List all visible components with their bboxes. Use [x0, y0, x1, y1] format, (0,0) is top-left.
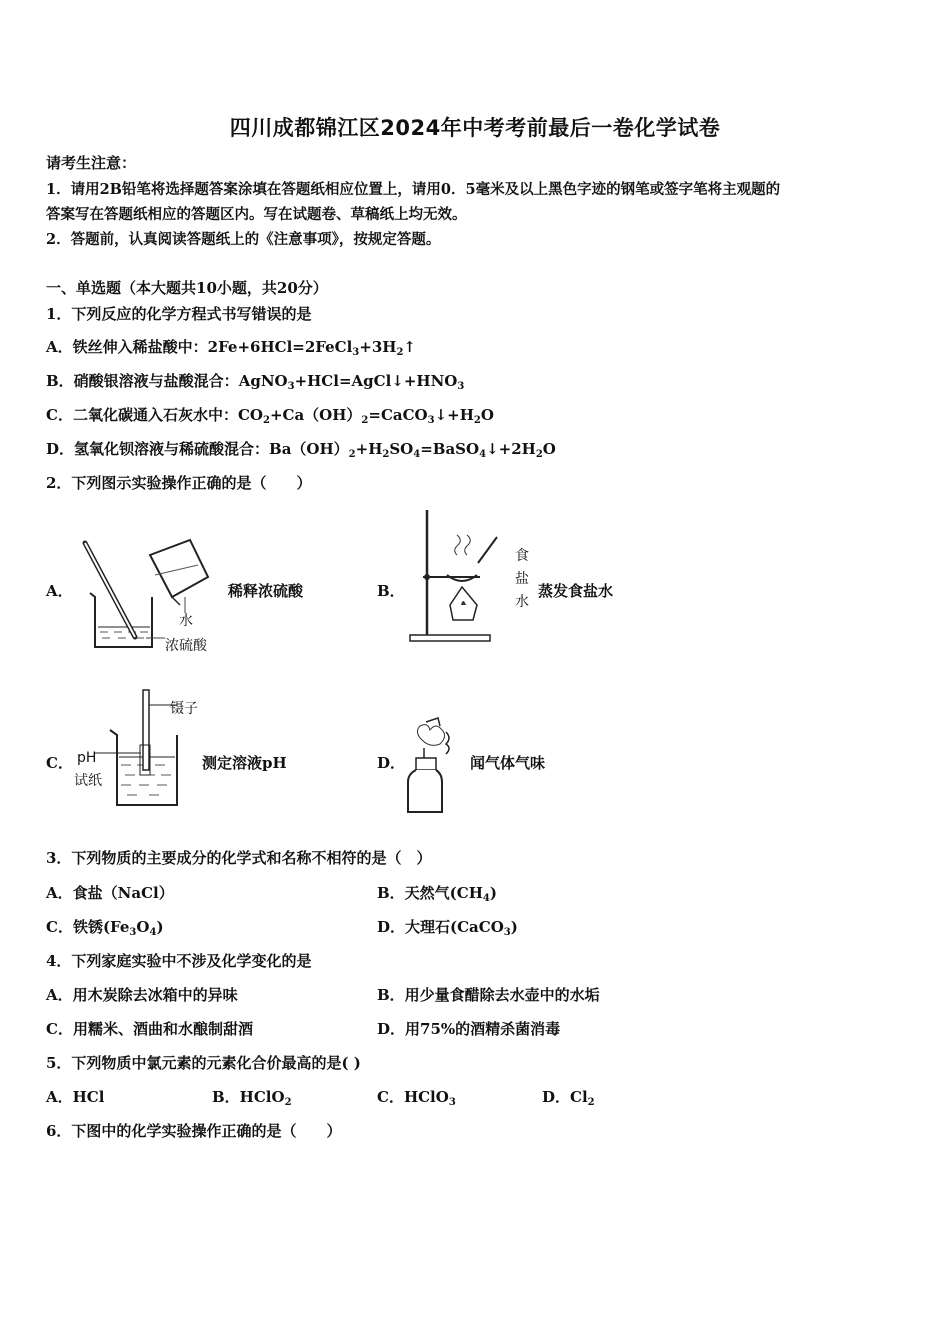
figure-a-water-label: 水 [179, 613, 193, 629]
q3-option-d-text: D．大理石(CaCO [377, 918, 504, 936]
q2-option-c-caption: 测定溶液pH [202, 754, 287, 772]
q5-stem: 5．下列物质中氯元素的元素化合价最高的是( ) [46, 1054, 361, 1072]
figure-c-paper-label: 试纸 [74, 773, 102, 789]
figure-a-acid-label: 浓硫酸 [165, 638, 207, 654]
figure-evaporate [405, 505, 515, 645]
q3-option-d: D．大理石(CaCO$_3$) [377, 918, 518, 938]
notice-line-2: 2．答题前，认真阅读答题纸上的《注意事项》，按规定答题。 [46, 231, 441, 248]
q2-option-a-caption: 稀释浓硫酸 [228, 582, 304, 600]
q1-option-c: C．二氧化碳通入石灰水中：$CO_2+Ca(OH)_2=CaCO_3↓+H_2O$ [46, 406, 494, 426]
q4-option-c: C．用糯米、酒曲和水酿制甜酒 [46, 1020, 253, 1038]
figure-smell-gas [400, 718, 470, 818]
q2-option-d-label: D． [377, 754, 406, 772]
q5-option-d-text: D．Cl [542, 1088, 588, 1106]
q4-stem: 4．下列家庭实验中不涉及化学变化的是 [46, 952, 312, 970]
q5-option-d: D．$Cl_2$ [542, 1088, 595, 1108]
figure-b-label-1: 食 [515, 548, 529, 564]
section-heading: 一、单选题（本大题共10小题，共20分） [46, 279, 328, 297]
q1-option-a: A．铁丝伸入稀盐酸中：$2Fe+6HCl=2FeCl_3+3H_2↑$ [46, 338, 416, 358]
q1-option-b-label: B．硝酸银溶液与盐酸混合： [46, 372, 239, 390]
q1-option-d-label: D．氢氧化钡溶液与稀硫酸混合： [46, 440, 270, 458]
q3-option-b-text: B．天然气(CH [377, 884, 483, 902]
q3-option-a: A．食盐（NaCl） [46, 884, 174, 902]
q4-option-d: D．用75%的酒精杀菌消毒 [377, 1020, 561, 1038]
q1-option-c-label: C．二氧化碳通入石灰水中： [46, 406, 238, 424]
q5-option-b: B．HClO$_2$ [212, 1088, 292, 1108]
q2-stem: 2．下列图示实验操作正确的是（ ） [46, 474, 312, 492]
q6-stem: 6．下图中的化学实验操作正确的是（ ） [46, 1122, 342, 1140]
figure-dilute-acid [80, 535, 230, 660]
notice-heading: 请考生注意： [46, 154, 137, 172]
q3-option-b: B．天然气$(CH_4)$ [377, 884, 497, 904]
q5-option-a: A．HCl [46, 1088, 105, 1106]
q4-option-a: A．用木炭除去冰箱中的异味 [46, 986, 238, 1004]
figure-b-label-2: 盐 [515, 571, 529, 587]
q2-option-b-label: B． [377, 582, 405, 600]
q3-option-c-text: C．铁锈(Fe [46, 918, 130, 936]
page-title: 四川成都锦江区2024年中考考前最后一卷化学试卷 [229, 116, 721, 140]
q2-option-d-caption: 闻气体气味 [470, 754, 546, 772]
q1-option-a-label: A．铁丝伸入稀盐酸中： [46, 338, 208, 356]
q1-stem: 1．下列反应的化学方程式书写错误的是 [46, 305, 312, 323]
q5-option-c-text: C．HClO [377, 1088, 449, 1106]
q5-option-c: C．HClO$_3$ [377, 1088, 456, 1108]
figure-c-ph-label: pH [77, 750, 97, 766]
q1-option-d: D．氢氧化钡溶液与稀硫酸混合：$Ba(OH)_2+H_2SO_4=BaSO_4↓+2H_2O$ [46, 440, 556, 460]
notice-line-1: 1．请用2B铅笔将选择题答案涂填在答题纸相应位置上，请用0．5毫米及以上黑色字迹的钢笔或签字笔将主观题的 [46, 181, 781, 198]
q5-option-b-text: B．HClO [212, 1088, 285, 1106]
q1-option-b: B．硝酸银溶液与盐酸混合：$AgNO_3+HCl=AgCl↓+HNO_3$ [46, 372, 465, 392]
q2-option-c-label: C． [46, 754, 73, 772]
notice-line-1b: 答案写在答题纸相应的答题区内。写在试题卷、草稿纸上均无效。 [46, 206, 467, 223]
q2-option-b-caption: 蒸发食盐水 [538, 582, 614, 600]
figure-b-label-3: 水 [515, 594, 529, 610]
q3-stem: 3．下列物质的主要成分的化学式和名称不相符的是（ ） [46, 849, 432, 867]
q2-option-a-label: A． [46, 582, 73, 600]
q4-option-b: B．用少量食醋除去水壶中的水垢 [377, 986, 600, 1004]
q3-option-c: C．铁锈$(Fe_3O_4)$ [46, 918, 164, 938]
figure-c-tweezers-label: 镊子 [170, 701, 198, 717]
